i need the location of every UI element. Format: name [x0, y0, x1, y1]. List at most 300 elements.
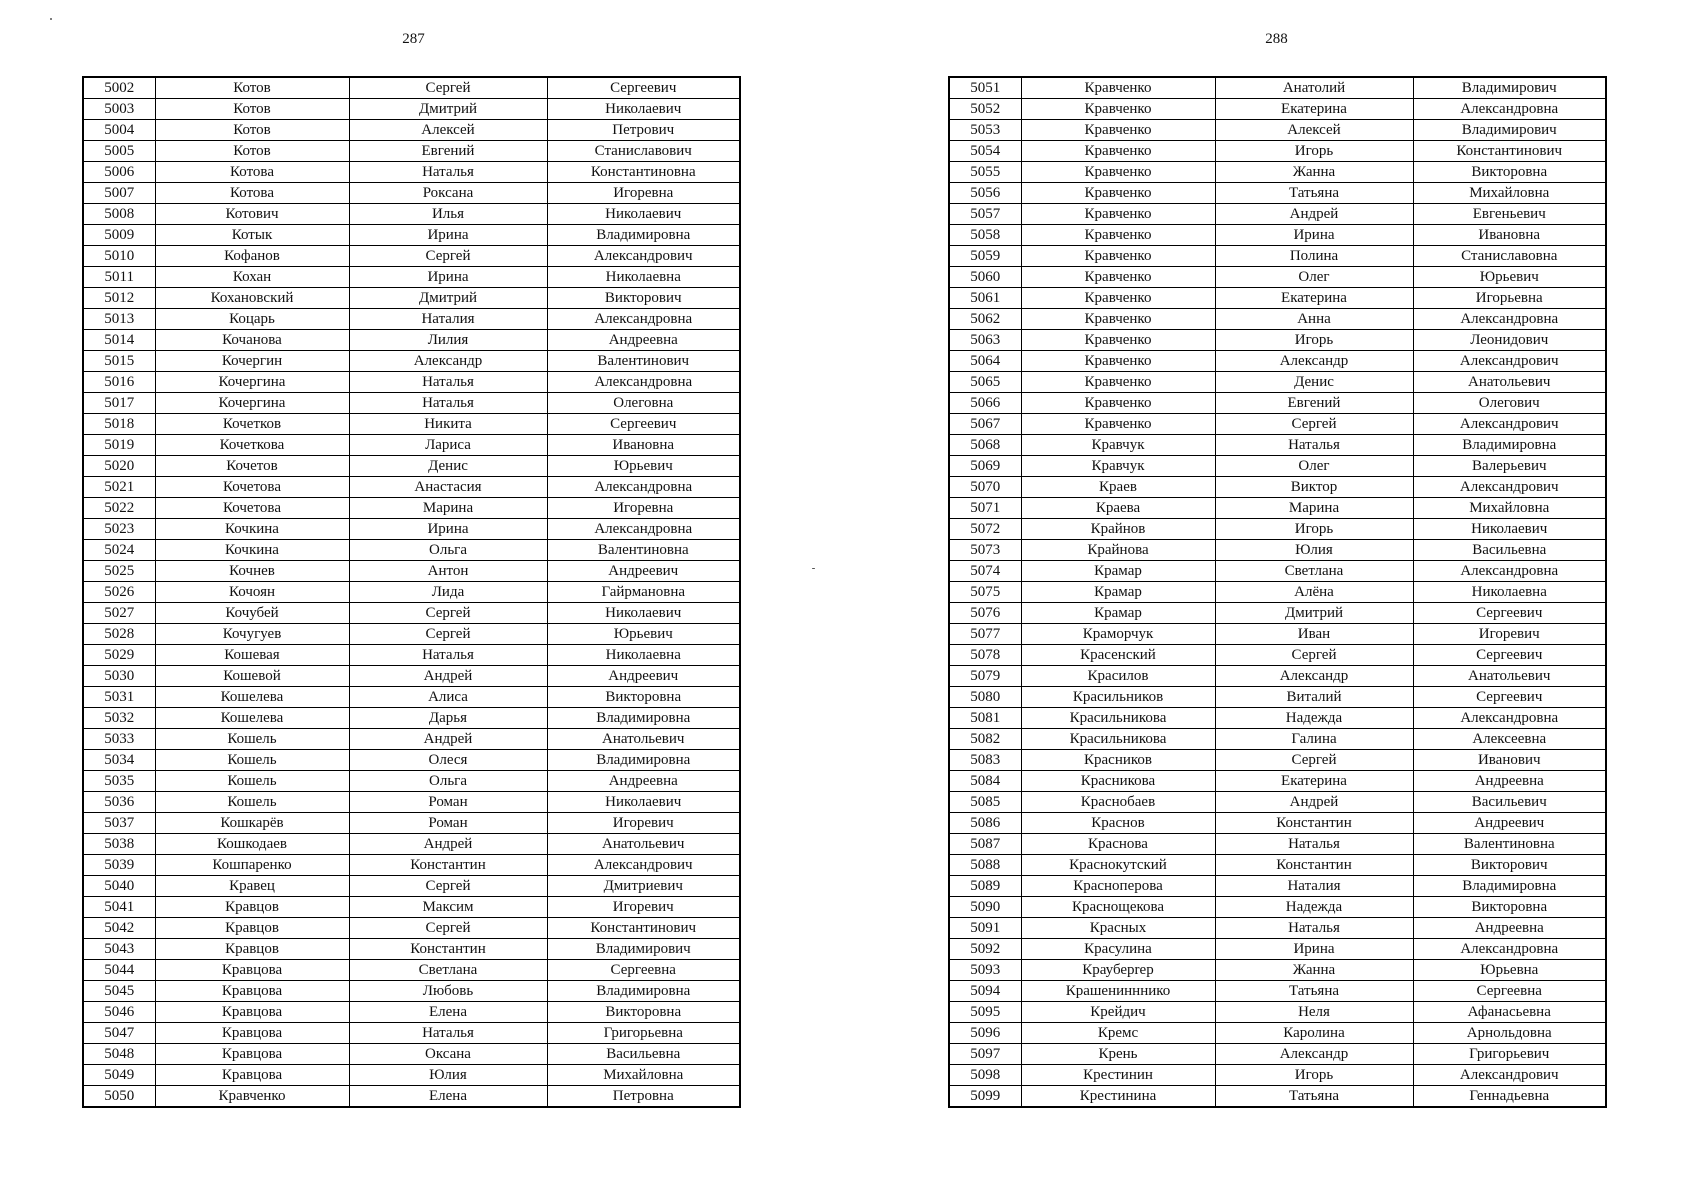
table-row: [83, 603, 740, 624]
first-name-cell: Андрей: [349, 729, 547, 750]
last-name-cell: Коцарь: [155, 309, 349, 330]
first-name-cell: Виктор: [1215, 477, 1413, 498]
record-number-cell: 5081: [949, 708, 1021, 729]
first-name-cell: Андрей: [1215, 204, 1413, 225]
first-name-cell: Сергей: [1215, 750, 1413, 771]
table-row: [83, 435, 740, 456]
record-number-cell: 5047: [83, 1023, 155, 1044]
table-row: [949, 708, 1606, 729]
patronymic-cell: Константинович: [1413, 141, 1606, 162]
first-name-cell: Юлия: [349, 1065, 547, 1086]
record-number-cell: 5019: [83, 435, 155, 456]
last-name-cell: Краев: [1021, 477, 1215, 498]
patronymic-cell: Викторовна: [547, 1002, 740, 1023]
first-name-cell: Виталий: [1215, 687, 1413, 708]
last-name-cell: Кравченко: [1021, 183, 1215, 204]
record-number-cell: 5004: [83, 120, 155, 141]
table-row: [949, 729, 1606, 750]
page-number-right: 288: [1265, 31, 1288, 47]
last-name-cell: Крамар: [1021, 582, 1215, 603]
patronymic-cell: Константиновна: [547, 162, 740, 183]
last-name-cell: Кравцов: [155, 897, 349, 918]
table-row: [949, 77, 1606, 99]
last-name-cell: Кравцов: [155, 918, 349, 939]
first-name-cell: Роман: [349, 792, 547, 813]
table-row: [83, 99, 740, 120]
table-row: [949, 246, 1606, 267]
last-name-cell: Краснов: [1021, 813, 1215, 834]
record-number-cell: 5056: [949, 183, 1021, 204]
first-name-cell: Жанна: [1215, 162, 1413, 183]
first-name-cell: Константин: [349, 939, 547, 960]
patronymic-cell: Николаевич: [547, 603, 740, 624]
first-name-cell: Марина: [349, 498, 547, 519]
first-name-cell: Константин: [349, 855, 547, 876]
first-name-cell: Максим: [349, 897, 547, 918]
table-row: [949, 498, 1606, 519]
patronymic-cell: Юрьевич: [547, 624, 740, 645]
table-row: [83, 960, 740, 981]
last-name-cell: Кочнев: [155, 561, 349, 582]
first-name-cell: Алексей: [1215, 120, 1413, 141]
first-name-cell: Игорь: [1215, 1065, 1413, 1086]
table-row: [949, 939, 1606, 960]
record-number-cell: 5072: [949, 519, 1021, 540]
patronymic-cell: Андреевна: [547, 771, 740, 792]
last-name-cell: Красникова: [1021, 771, 1215, 792]
patronymic-cell: Викторович: [547, 288, 740, 309]
first-name-cell: Игорь: [1215, 330, 1413, 351]
table-row: [83, 1044, 740, 1065]
last-name-cell: Кошель: [155, 771, 349, 792]
record-number-cell: 5041: [83, 897, 155, 918]
table-row: [83, 456, 740, 477]
first-name-cell: Жанна: [1215, 960, 1413, 981]
last-name-cell: Красников: [1021, 750, 1215, 771]
table-row: [949, 435, 1606, 456]
table-row: [949, 414, 1606, 435]
table-row: [83, 477, 740, 498]
last-name-cell: Красноперова: [1021, 876, 1215, 897]
table-row: [83, 183, 740, 204]
patronymic-cell: Александрович: [1413, 1065, 1606, 1086]
first-name-cell: Наталья: [349, 162, 547, 183]
last-name-cell: Кочетов: [155, 456, 349, 477]
first-name-cell: Елена: [349, 1086, 547, 1108]
patronymic-cell: Сергеевич: [1413, 603, 1606, 624]
table-row: [83, 855, 740, 876]
last-name-cell: Кравченко: [1021, 99, 1215, 120]
patronymic-cell: Викторович: [1413, 855, 1606, 876]
last-name-cell: Кравченко: [1021, 204, 1215, 225]
record-number-cell: 5011: [83, 267, 155, 288]
patronymic-cell: Александрович: [1413, 477, 1606, 498]
last-name-cell: Кочугуев: [155, 624, 349, 645]
record-number-cell: 5083: [949, 750, 1021, 771]
patronymic-cell: Владимировна: [547, 708, 740, 729]
last-name-cell: Крайнова: [1021, 540, 1215, 561]
record-number-cell: 5095: [949, 1002, 1021, 1023]
last-name-cell: Кочергина: [155, 393, 349, 414]
first-name-cell: Елена: [349, 1002, 547, 1023]
table-row: [83, 141, 740, 162]
record-number-cell: 5066: [949, 393, 1021, 414]
table-row: [83, 1002, 740, 1023]
table-row: [949, 792, 1606, 813]
table-row: [949, 519, 1606, 540]
table-row: [949, 99, 1606, 120]
patronymic-cell: Игоревна: [547, 498, 740, 519]
first-name-cell: Татьяна: [1215, 183, 1413, 204]
last-name-cell: Красилов: [1021, 666, 1215, 687]
last-name-cell: Кравченко: [1021, 393, 1215, 414]
first-name-cell: Олег: [1215, 456, 1413, 477]
table-row: [949, 897, 1606, 918]
table-row: [83, 1086, 740, 1108]
last-name-cell: Котов: [155, 99, 349, 120]
patronymic-cell: Викторовна: [1413, 162, 1606, 183]
record-number-cell: 5080: [949, 687, 1021, 708]
first-name-cell: Дмитрий: [1215, 603, 1413, 624]
last-name-cell: Кравченко: [1021, 246, 1215, 267]
last-name-cell: Кочетков: [155, 414, 349, 435]
table-row: [949, 351, 1606, 372]
table-row: [83, 77, 740, 99]
last-name-cell: Красных: [1021, 918, 1215, 939]
last-name-cell: Краснова: [1021, 834, 1215, 855]
patronymic-cell: Васильевна: [547, 1044, 740, 1065]
table-row: [949, 666, 1606, 687]
record-number-cell: 5012: [83, 288, 155, 309]
record-number-cell: 5073: [949, 540, 1021, 561]
first-name-cell: Илья: [349, 204, 547, 225]
first-name-cell: Александр: [349, 351, 547, 372]
table-row: [83, 288, 740, 309]
table-row: [949, 1023, 1606, 1044]
record-number-cell: 5070: [949, 477, 1021, 498]
patronymic-cell: Александровна: [1413, 708, 1606, 729]
last-name-cell: Крайнов: [1021, 519, 1215, 540]
first-name-cell: Ольга: [349, 540, 547, 561]
patronymic-cell: Александровна: [547, 372, 740, 393]
table-row: [83, 918, 740, 939]
first-name-cell: Константин: [1215, 813, 1413, 834]
patronymic-cell: Сергеевич: [547, 77, 740, 99]
table-row: [949, 309, 1606, 330]
patronymic-cell: Андреевна: [1413, 918, 1606, 939]
table-row: [949, 477, 1606, 498]
table-row: [949, 204, 1606, 225]
patronymic-cell: Валерьевич: [1413, 456, 1606, 477]
record-number-cell: 5021: [83, 477, 155, 498]
table-row: [949, 960, 1606, 981]
record-number-cell: 5099: [949, 1086, 1021, 1108]
record-number-cell: 5052: [949, 99, 1021, 120]
last-name-cell: Кравченко: [1021, 225, 1215, 246]
first-name-cell: Татьяна: [1215, 981, 1413, 1002]
last-name-cell: Кравцова: [155, 960, 349, 981]
first-name-cell: Екатерина: [1215, 771, 1413, 792]
first-name-cell: Екатерина: [1215, 99, 1413, 120]
record-number-cell: 5037: [83, 813, 155, 834]
last-name-cell: Кравченко: [1021, 77, 1215, 99]
table-row: [949, 162, 1606, 183]
record-number-cell: 5064: [949, 351, 1021, 372]
patronymic-cell: Андреевич: [547, 666, 740, 687]
patronymic-cell: Николаевна: [547, 645, 740, 666]
table-row: [949, 603, 1606, 624]
first-name-cell: Роман: [349, 813, 547, 834]
patronymic-cell: Александровна: [1413, 99, 1606, 120]
last-name-cell: Крень: [1021, 1044, 1215, 1065]
last-name-cell: Кравченко: [155, 1086, 349, 1108]
record-number-cell: 5077: [949, 624, 1021, 645]
patronymic-cell: Владимировна: [547, 981, 740, 1002]
record-number-cell: 5084: [949, 771, 1021, 792]
patronymic-cell: Владимировна: [1413, 435, 1606, 456]
first-name-cell: Светлана: [349, 960, 547, 981]
patronymic-cell: Михайловна: [547, 1065, 740, 1086]
last-name-cell: Краснокутский: [1021, 855, 1215, 876]
last-name-cell: Кравчук: [1021, 456, 1215, 477]
patronymic-cell: Петровна: [547, 1086, 740, 1108]
table-row: [83, 834, 740, 855]
record-number-cell: 5046: [83, 1002, 155, 1023]
table-row: [83, 792, 740, 813]
patronymic-cell: Андреевич: [547, 561, 740, 582]
record-number-cell: 5036: [83, 792, 155, 813]
record-number-cell: 5050: [83, 1086, 155, 1108]
patronymic-cell: Александровна: [1413, 309, 1606, 330]
patronymic-cell: Анатольевич: [1413, 666, 1606, 687]
table-row: [949, 687, 1606, 708]
last-name-cell: Красенский: [1021, 645, 1215, 666]
last-name-cell: Красильникова: [1021, 708, 1215, 729]
patronymic-cell: Николаевич: [1413, 519, 1606, 540]
patronymic-cell: Валентиновна: [1413, 834, 1606, 855]
patronymic-cell: Олегович: [1413, 393, 1606, 414]
record-number-cell: 5009: [83, 225, 155, 246]
table-row: [83, 540, 740, 561]
scan-speck: [50, 18, 52, 20]
record-number-cell: 5092: [949, 939, 1021, 960]
last-name-cell: Краморчук: [1021, 624, 1215, 645]
record-number-cell: 5061: [949, 288, 1021, 309]
patronymic-cell: Валентиновна: [547, 540, 740, 561]
patronymic-cell: Дмитриевич: [547, 876, 740, 897]
first-name-cell: Ирина: [349, 267, 547, 288]
last-name-cell: Кравцова: [155, 981, 349, 1002]
last-name-cell: Кошевая: [155, 645, 349, 666]
record-number-cell: 5076: [949, 603, 1021, 624]
record-number-cell: 5027: [83, 603, 155, 624]
first-name-cell: Александр: [1215, 351, 1413, 372]
record-number-cell: 5040: [83, 876, 155, 897]
last-name-cell: Кочетова: [155, 477, 349, 498]
record-number-cell: 5042: [83, 918, 155, 939]
first-name-cell: Наталья: [1215, 918, 1413, 939]
record-number-cell: 5035: [83, 771, 155, 792]
patronymic-cell: Анатольевич: [1413, 372, 1606, 393]
table-row: [83, 939, 740, 960]
table-row: [83, 981, 740, 1002]
patronymic-cell: Сергеевна: [547, 960, 740, 981]
table-row: [949, 267, 1606, 288]
last-name-cell: Кравцова: [155, 1023, 349, 1044]
last-name-cell: Кошель: [155, 792, 349, 813]
last-name-cell: Кочкина: [155, 540, 349, 561]
table-row: [949, 1044, 1606, 1065]
last-name-cell: Кохановский: [155, 288, 349, 309]
patronymic-cell: Игоревич: [547, 813, 740, 834]
last-name-cell: Кравцова: [155, 1065, 349, 1086]
last-name-cell: Кошкодаев: [155, 834, 349, 855]
first-name-cell: Алексей: [349, 120, 547, 141]
names-table-left: [82, 76, 741, 1108]
record-number-cell: 5068: [949, 435, 1021, 456]
record-number-cell: 5065: [949, 372, 1021, 393]
patronymic-cell: Михайловна: [1413, 498, 1606, 519]
table-row: [949, 813, 1606, 834]
table-row: [949, 540, 1606, 561]
record-number-cell: 5049: [83, 1065, 155, 1086]
first-name-cell: Евгений: [1215, 393, 1413, 414]
record-number-cell: 5098: [949, 1065, 1021, 1086]
last-name-cell: Кошелева: [155, 687, 349, 708]
table-row: [83, 204, 740, 225]
patronymic-cell: Валентинович: [547, 351, 740, 372]
first-name-cell: Наталья: [349, 393, 547, 414]
last-name-cell: Кравченко: [1021, 120, 1215, 141]
record-number-cell: 5005: [83, 141, 155, 162]
last-name-cell: Кошель: [155, 750, 349, 771]
first-name-cell: Дмитрий: [349, 288, 547, 309]
first-name-cell: Татьяна: [1215, 1086, 1413, 1108]
table-row: [949, 456, 1606, 477]
table-row: [83, 897, 740, 918]
patronymic-cell: Григорьевич: [1413, 1044, 1606, 1065]
record-number-cell: 5024: [83, 540, 155, 561]
patronymic-cell: Викторовна: [1413, 897, 1606, 918]
first-name-cell: Алёна: [1215, 582, 1413, 603]
record-number-cell: 5089: [949, 876, 1021, 897]
last-name-cell: Крестинин: [1021, 1065, 1215, 1086]
last-name-cell: Кравцова: [155, 1002, 349, 1023]
record-number-cell: 5033: [83, 729, 155, 750]
patronymic-cell: Александровна: [547, 309, 740, 330]
patronymic-cell: Константинович: [547, 918, 740, 939]
table-row: [949, 855, 1606, 876]
first-name-cell: Наталья: [349, 372, 547, 393]
patronymic-cell: Николаевич: [547, 99, 740, 120]
first-name-cell: Сергей: [349, 876, 547, 897]
record-number-cell: 5030: [83, 666, 155, 687]
patronymic-cell: Александровна: [1413, 561, 1606, 582]
first-name-cell: Сергей: [1215, 645, 1413, 666]
last-name-cell: Котов: [155, 120, 349, 141]
first-name-cell: Анастасия: [349, 477, 547, 498]
last-name-cell: Кравченко: [1021, 330, 1215, 351]
first-name-cell: Ирина: [349, 225, 547, 246]
patronymic-cell: Анатольевич: [547, 729, 740, 750]
patronymic-cell: Андреевна: [547, 330, 740, 351]
table-row: [83, 246, 740, 267]
record-number-cell: 5090: [949, 897, 1021, 918]
first-name-cell: Алиса: [349, 687, 547, 708]
record-number-cell: 5029: [83, 645, 155, 666]
names-table-right: [948, 76, 1607, 1108]
first-name-cell: Сергей: [349, 918, 547, 939]
record-number-cell: 5094: [949, 981, 1021, 1002]
table-row: [83, 582, 740, 603]
patronymic-cell: Александровна: [547, 477, 740, 498]
table-row: [83, 1065, 740, 1086]
table-row: [83, 372, 740, 393]
record-number-cell: 5003: [83, 99, 155, 120]
patronymic-cell: Гайрмановна: [547, 582, 740, 603]
patronymic-cell: Владимировна: [547, 225, 740, 246]
record-number-cell: 5043: [83, 939, 155, 960]
patronymic-cell: Николаевич: [547, 792, 740, 813]
record-number-cell: 5020: [83, 456, 155, 477]
first-name-cell: Анна: [1215, 309, 1413, 330]
first-name-cell: Екатерина: [1215, 288, 1413, 309]
record-number-cell: 5071: [949, 498, 1021, 519]
last-name-cell: Кравченко: [1021, 267, 1215, 288]
first-name-cell: Сергей: [1215, 414, 1413, 435]
table-row: [949, 834, 1606, 855]
patronymic-cell: Александрович: [547, 246, 740, 267]
patronymic-cell: Леонидович: [1413, 330, 1606, 351]
first-name-cell: Светлана: [1215, 561, 1413, 582]
patronymic-cell: Васильевна: [1413, 540, 1606, 561]
patronymic-cell: Александровна: [547, 519, 740, 540]
last-name-cell: Кофанов: [155, 246, 349, 267]
last-name-cell: Краснобаев: [1021, 792, 1215, 813]
last-name-cell: Кравец: [155, 876, 349, 897]
table-row: [83, 393, 740, 414]
last-name-cell: Кочубей: [155, 603, 349, 624]
last-name-cell: Кохан: [155, 267, 349, 288]
record-number-cell: 5078: [949, 645, 1021, 666]
first-name-cell: Андрей: [1215, 792, 1413, 813]
table-row: [949, 1002, 1606, 1023]
patronymic-cell: Владимирович: [547, 939, 740, 960]
first-name-cell: Лида: [349, 582, 547, 603]
patronymic-cell: Владимировна: [1413, 876, 1606, 897]
patronymic-cell: Владимирович: [1413, 120, 1606, 141]
record-number-cell: 5016: [83, 372, 155, 393]
table-row: [83, 876, 740, 897]
scan-speck: [812, 568, 815, 569]
table-row: [83, 351, 740, 372]
last-name-cell: Кравцова: [155, 1044, 349, 1065]
record-number-cell: 5086: [949, 813, 1021, 834]
last-name-cell: Кочетова: [155, 498, 349, 519]
last-name-cell: Кравченко: [1021, 309, 1215, 330]
patronymic-cell: Михайловна: [1413, 183, 1606, 204]
patronymic-cell: Юрьевич: [547, 456, 740, 477]
table-row: [83, 645, 740, 666]
first-name-cell: Оксана: [349, 1044, 547, 1065]
table-row: [949, 582, 1606, 603]
first-name-cell: Галина: [1215, 729, 1413, 750]
record-number-cell: 5096: [949, 1023, 1021, 1044]
last-name-cell: Крамар: [1021, 561, 1215, 582]
record-number-cell: 5018: [83, 414, 155, 435]
patronymic-cell: Евгеньевич: [1413, 204, 1606, 225]
last-name-cell: Кошель: [155, 729, 349, 750]
